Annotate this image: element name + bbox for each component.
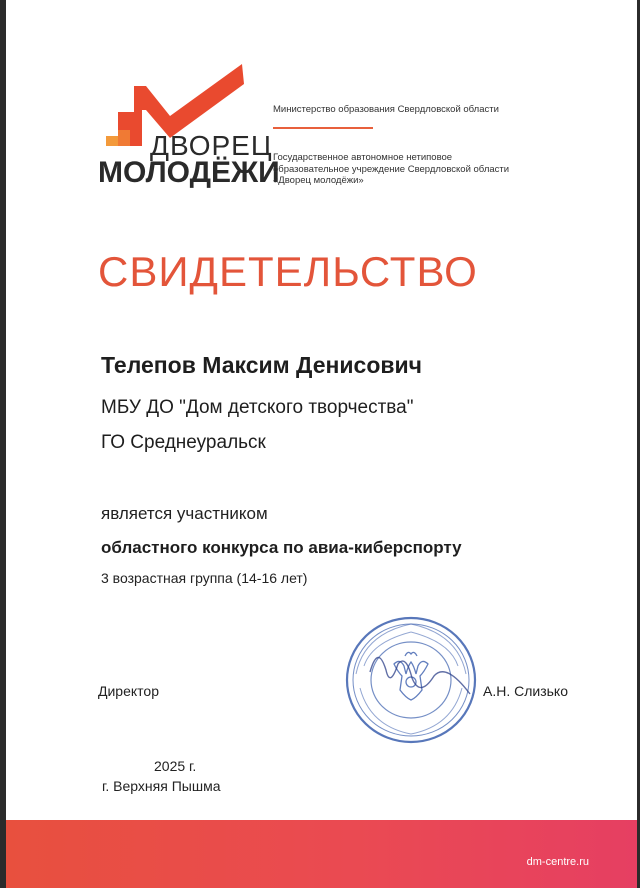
institution-line: «Дворец молодёжи» [273,175,364,186]
institution-line: образовательное учреждение Свердловской области [273,163,510,175]
document-title: СВИДЕТЕЛЬСТВО [98,248,478,295]
participation-statement: является участником [101,504,268,523]
official-seal-icon [342,614,480,746]
contest-name: областного конкурса по авиа-киберспорту [101,538,462,557]
certificate-sheet [6,0,637,888]
recipient-city: ГО Среднеуральск [101,432,266,453]
issue-place: г. Верхняя Пышма [102,778,221,794]
ministry-name: Министерство образования Свердловской области [273,104,499,115]
header-divider [273,127,373,129]
issue-year: 2025 г. [154,758,197,774]
age-group: 3 возрастная группа (14-16 лет) [101,570,308,586]
footer-band [6,820,637,888]
signatory-name: А.Н. Слизько [483,683,568,699]
signatory-role: Директор [98,683,159,699]
recipient-name: Телепов Максим Денисович [101,352,423,378]
recipient-organization: МБУ ДО "Дом детского творчества" [101,397,414,418]
institution-line: Государственное автономное нетиповое [273,152,453,163]
website-link[interactable]: dm-centre.ru [526,856,589,868]
institution-name [273,152,573,187]
logo-word-molodezhi: МОЛОДЁЖИ [98,156,280,189]
logo-word-dvorets: ДВОРЕЦ [150,130,273,161]
dvorets-molodezhi-logo [94,58,280,189]
